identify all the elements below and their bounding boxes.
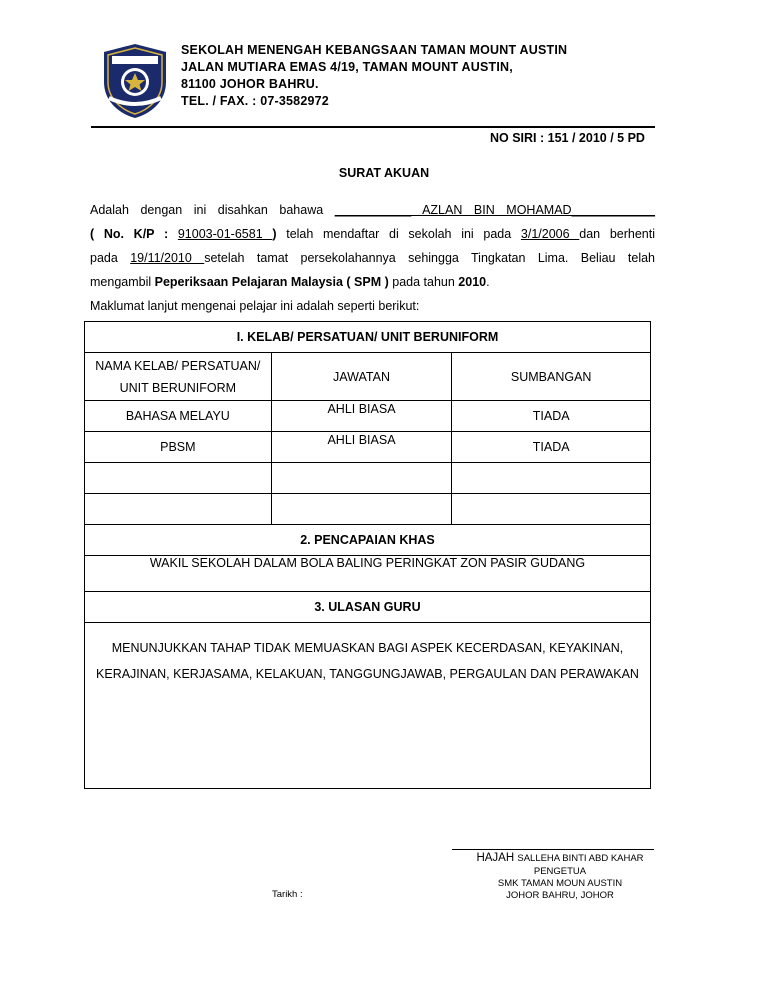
teacher-comment-cell xyxy=(85,623,651,789)
header-divider xyxy=(91,126,655,128)
signatory-title: HAJAH xyxy=(476,852,518,864)
contribution-cell: TIADA xyxy=(452,401,651,432)
school-name: SEKOLAH MENENGAH KEBANGSAAN TAMAN MOUNT AUSTIN xyxy=(181,43,568,57)
register-date: 3/1/2006 xyxy=(520,227,580,241)
section-1-header: I. KELAB/ PERSATUAN/ UNIT BERUNIFORM xyxy=(85,322,651,353)
body-line-5: Maklumat lanjut mengenai pelajar ini adalah seperti berikut: xyxy=(90,299,420,313)
body-line-3 xyxy=(90,246,655,270)
signature-line xyxy=(452,849,654,850)
body-text: setelah tamat persekolahannya sehingga Tingkatan Lima. Beliau telah xyxy=(204,251,655,265)
teacher-comment-line1: MENUNJUKKAN TAHAP TIDAK MEMUASKAN BAGI ASPEK KECERDASAN, KEYAKINAN, xyxy=(111,641,624,655)
table-row-empty xyxy=(85,494,651,525)
signatory-city: JOHOR BAHRU, JOHOR xyxy=(506,890,614,901)
signatory-name xyxy=(452,852,668,865)
signatory-position: PENGETUA xyxy=(533,866,587,877)
column-header-position: JAWATAN xyxy=(271,353,452,401)
empty-cell xyxy=(85,494,272,525)
leave-date: 19/11/2010 xyxy=(130,251,205,265)
signatory-fullname: SALLEHA BINTI ABD KAHAR xyxy=(517,853,644,864)
school-crest-icon xyxy=(100,42,170,120)
table-row xyxy=(85,401,651,432)
ic-close: ) xyxy=(272,227,277,241)
empty-cell xyxy=(271,463,452,494)
body-text: Adalah dengan ini disahkan bahawa xyxy=(90,203,335,217)
school-address-line1: JALAN MUTIARA EMAS 4/19, TAMAN MOUNT AUSTIN, xyxy=(181,60,513,74)
column-header-contribution: SUMBANGAN xyxy=(452,353,651,401)
signatory-school: SMK TAMAN MOUN AUSTIN xyxy=(497,878,623,889)
table-row xyxy=(85,432,651,463)
student-name: ___________ AZLAN BIN MOHAMAD____________ xyxy=(334,203,656,217)
empty-cell xyxy=(85,463,272,494)
contribution-cell: TIADA xyxy=(452,432,651,463)
body-text: . xyxy=(486,275,490,289)
body-line-2 xyxy=(90,222,655,246)
body-text: mengambil xyxy=(90,275,155,289)
exam-name: Peperiksaan Pelajaran Malaysia ( SPM ) xyxy=(154,275,389,289)
body-line-4 xyxy=(90,270,655,294)
body-text: pada tahun xyxy=(388,275,459,289)
document-title: SURAT AKUAN xyxy=(338,166,430,180)
ic-number: 91003-01-6581 xyxy=(177,227,273,241)
exam-year: 2010 xyxy=(458,275,487,289)
school-telephone: TEL. / FAX. : 07-3582972 xyxy=(181,94,329,108)
table-row-empty xyxy=(85,463,651,494)
position-cell: AHLI BIASA xyxy=(271,432,452,463)
section-3-header: 3. ULASAN GURU xyxy=(85,592,651,623)
ic-label: ( No. K/P : xyxy=(90,227,178,241)
body-text: pada xyxy=(90,251,131,265)
serial-number: NO SIRI : 151 / 2010 / 5 PD xyxy=(490,131,645,145)
body-line-1 xyxy=(90,198,655,222)
student-info-table xyxy=(84,321,651,789)
column-header-club-line1: NAMA KELAB/ PERSATUAN/ xyxy=(95,358,261,373)
club-name-cell: BAHASA MELAYU xyxy=(85,401,272,432)
table-header-row xyxy=(85,353,651,401)
club-name-cell: PBSM xyxy=(85,432,272,463)
column-header-club-line2: UNIT BERUNIFORM xyxy=(119,380,237,395)
position-cell: AHLI BIASA xyxy=(271,401,452,432)
achievement-cell: WAKIL SEKOLAH DALAM BOLA BALING PERINGKAT ZON PASIR GUDANG xyxy=(85,556,651,592)
school-address-line2: 81100 JOHOR BAHRU. xyxy=(181,77,319,91)
empty-cell xyxy=(452,494,651,525)
empty-cell xyxy=(452,463,651,494)
body-text: telah mendaftar di sekolah ini pada xyxy=(276,227,521,241)
date-label: Tarikh : xyxy=(272,889,303,900)
empty-cell xyxy=(271,494,452,525)
body-text: dan berhenti xyxy=(579,227,655,241)
teacher-comment-line2: KERAJINAN, KERJASAMA, KELAKUAN, TANGGUNGJAWAB, PERGAULAN DAN PERAWAKAN xyxy=(96,667,639,681)
section-2-header: 2. PENCAPAIAN KHAS xyxy=(85,525,651,556)
column-header-club xyxy=(85,353,272,401)
